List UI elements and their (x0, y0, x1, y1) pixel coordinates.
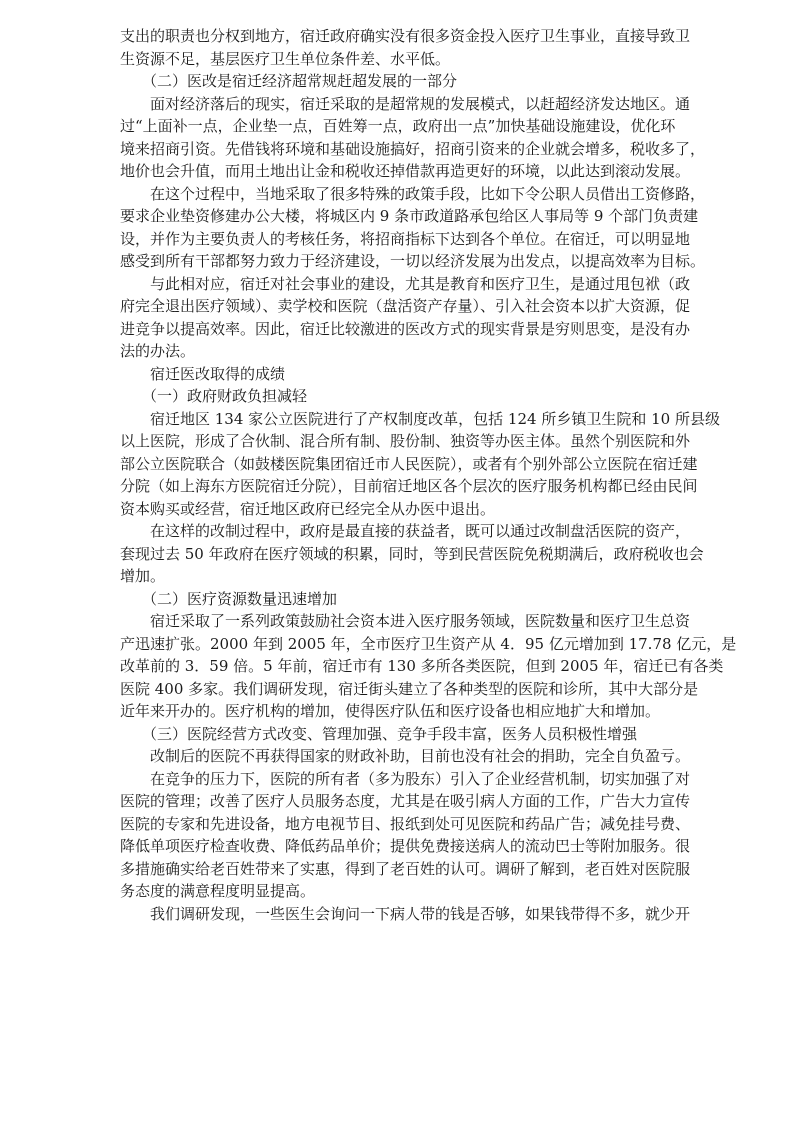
text-line: 医院的专家和先进设备，地方电视节目、报纸到处可见医院和药品广告；减免挂号费、 (120, 814, 691, 833)
text-line: 府完全退出医疗领域）、卖学校和医院（盘活资产存量）、引入社会资本以扩大资源，促 (120, 297, 691, 315)
text-line: 产迅速扩张。2000 年到 2005 年，全市医疗卫生资产从 4．95 亿元增加到 17.78 亿元，是 (120, 634, 737, 653)
text-line: 部公立医院联合（如鼓楼医院集团宿迁市人民医院），或者有个别外部公立医院在宿迁建 (120, 454, 698, 473)
paragraph-start: 在这样的改制过程中，政府是最直接的获益者，既可以通过改制盘活医院的资产， (150, 522, 691, 540)
text-line: 多措施确实给老百姓带来了实惠，得到了老百姓的认可。调研了解到，老百姓对医院服 (120, 859, 691, 878)
text-line: 感受到所有干部都努力致力于经济建设，一切以经济发展为出发点，以提高效率为目标。 (120, 252, 706, 270)
text-line: 生资源不足，基层医疗卫生单位条件差、水平低。 (120, 49, 451, 68)
text-line: 设，并作为主要负责人的考核任务，将招商指标下达到各个单位。在宿迁，可以明显地 (120, 229, 691, 248)
text-line: 医院的管理；改善了医疗人员服务态度，尤其是在吸引病人方面的工作，广告大力宣传 (120, 792, 691, 810)
text-line: 套现过去 50 年政府在医疗领域的积累，同时，等到民营医院免税期满后，政府税收也会 (120, 544, 704, 563)
paragraph-start: 我们调研发现，一些医生会询问一下病人带的钱是否够，如果钱带得不多，就少开 (150, 904, 691, 923)
paragraph-start: 宿迁地区 134 家公立医院进行了产权制度改革，包括 124 所乡镇卫生院和 10 所县级 (150, 409, 720, 428)
text-line: 进竞争以提高效率。因此，宿迁比较激进的医改方式的现实背景是穷则思变，是没有办 (120, 319, 691, 338)
section-heading: （三）医院经营方式改变、管理加强、竞争手段丰富，医务人员积极性增强 (142, 724, 638, 743)
section-heading: （二）医改是宿迁经济超常规赶超发展的一部分 (142, 72, 458, 90)
text-line: 地价也会升值，而用土地出让金和税收还掉借款再造更好的环境，以此达到滚动发展。 (120, 162, 691, 180)
text-line: 以上医院，形成了合伙制、混合所有制、股份制、独资等办医主体。虽然个别医院和外 (120, 432, 691, 450)
text-line: 法的办法。 (120, 342, 196, 360)
paragraph-start: 宿迁采取了一系列政策鼓励社会资本进入医疗服务领域，医院数量和医疗卫生总资 (150, 612, 691, 630)
text-line: 近年来开办的。医疗机构的增加，使得医疗队伍和医疗设备也相应地扩大和增加。 (120, 702, 661, 720)
paragraph-start: 在这个过程中，当地采取了很多特殊的政策手段，比如下令公职人员借出工资修路， (150, 184, 706, 203)
text-line: 资本购买或经营，宿迁地区政府已经完全从办医中退出。 (120, 499, 496, 518)
section-heading: （一）政府财政负担减轻 (142, 387, 308, 405)
paragraph-start: 与此相对应，宿迁对社会事业的建设，尤其是教育和医疗卫生，是通过甩包袱（政 (150, 274, 691, 293)
text-line: 境来招商引资。先借钱将环境和基础设施搞好，招商引资来的企业就会增多，税收多了， (120, 139, 706, 158)
text-line: 务态度的满意程度明显提高。 (120, 882, 316, 900)
text-line: 改革前的 3．59 倍。5 年前，宿迁市有 130 多所各类医院，但到 2005 年，宿迁已有各类 (120, 657, 724, 675)
section-heading: （二）医疗资源数量迅速增加 (142, 589, 338, 608)
paragraph-start: 在竞争的压力下，医院的所有者（多为股东）引入了企业经营机制，切实加强了对 (150, 769, 691, 788)
paragraph-start: 改制后的医院不再获得国家的财政补助，目前也没有社会的捐助，完全自负盈亏。 (150, 747, 691, 765)
text-line: 医院 400 多家。我们调研发现，宿迁街头建立了各种类型的医院和诊所，其中大部分是 (120, 679, 699, 698)
paragraph-start: 面对经济落后的现实，宿迁采取的是超常规的发展模式，以赶超经济发达地区。通 (150, 94, 691, 113)
text-line: 增加。 (120, 567, 166, 585)
text-line: 分院（如上海东方医院宿迁分院），目前宿迁地区各个层次的医疗服务机构都已经由民间 (120, 477, 698, 495)
text-line: 降低单项医疗检查收费、降低药品单价；提供免费接送病人的流动巴士等附加服务。很 (120, 837, 691, 855)
text-line: 过“上面补一点，企业垫一点，百姓筹一点，政府出一点”加快基础设施建设，优化环 (120, 117, 676, 135)
text-line: 要求企业垫资修建办公大楼，将城区内 9 条市政道路承包给区人事局等 9 个部门负责建 (120, 207, 699, 225)
document-page (120, 25, 737, 925)
section-title: 宿迁医改取得的成绩 (150, 364, 286, 383)
text-line: 支出的职责也分权到地方，宿迁政府确实没有很多资金投入医疗卫生事业，直接导致卫 (120, 27, 691, 45)
